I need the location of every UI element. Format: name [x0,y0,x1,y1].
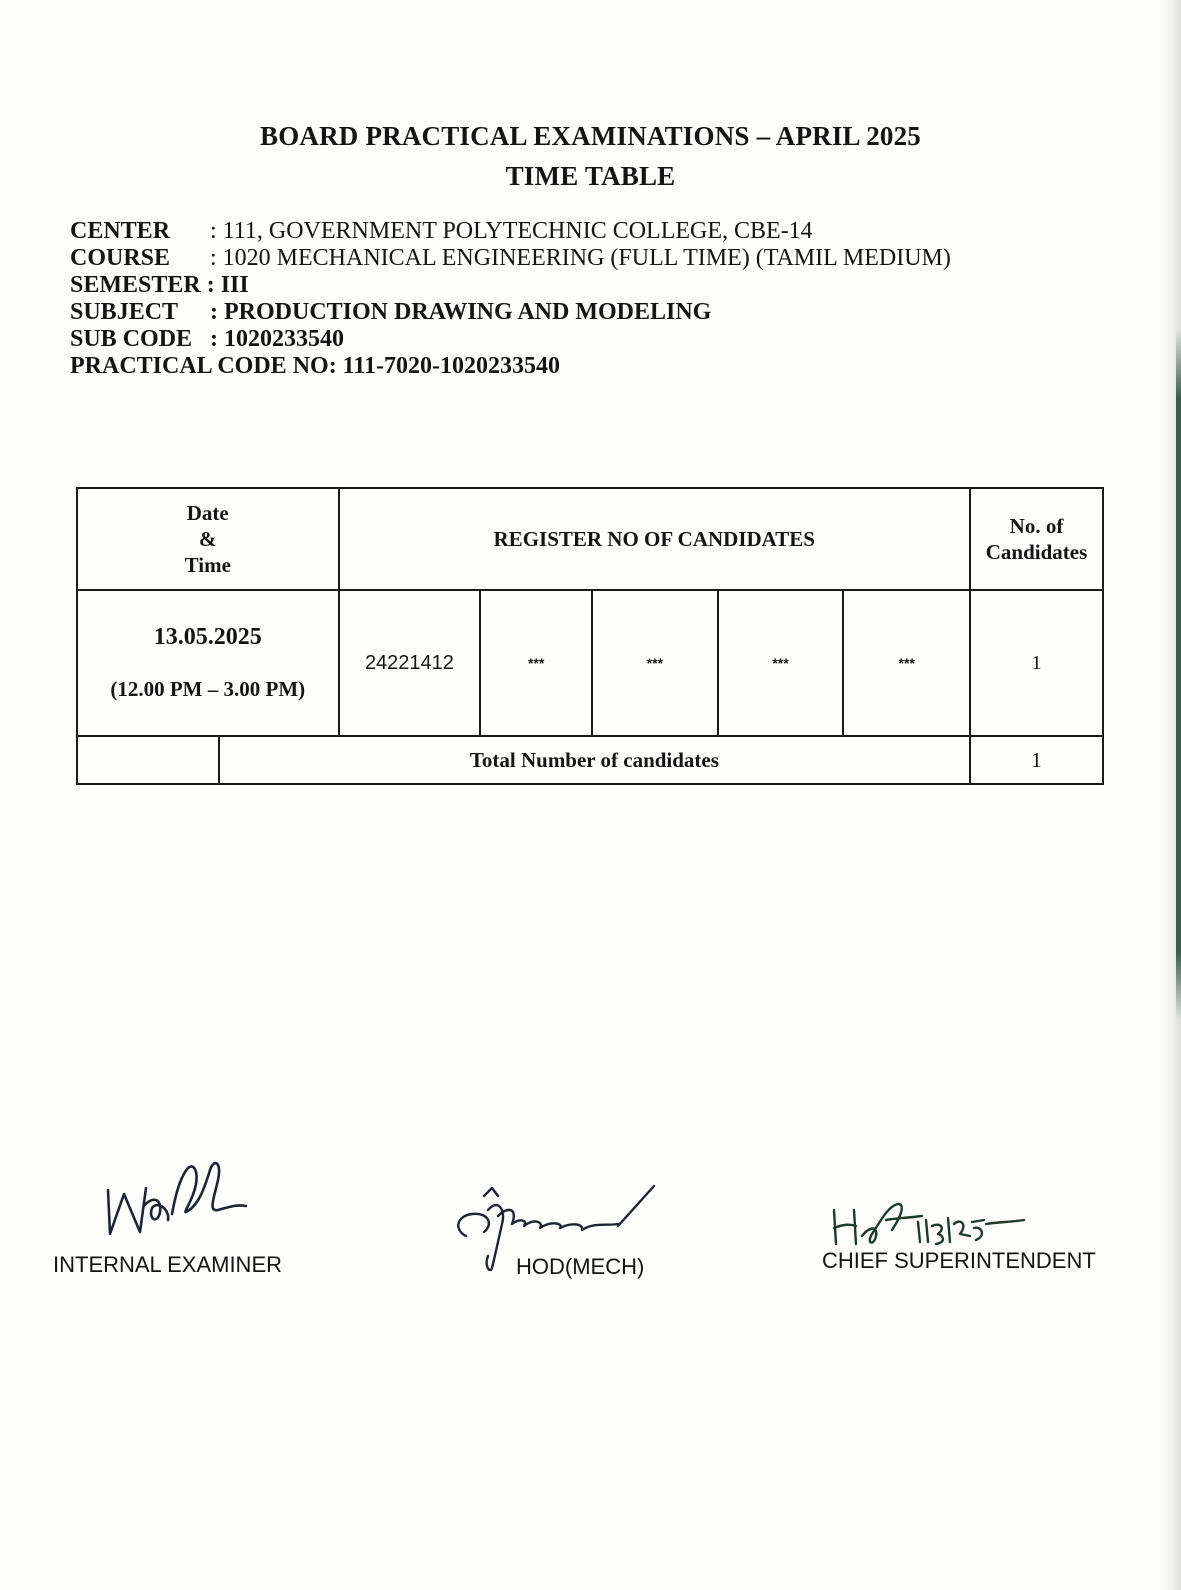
exam-info-block [70,218,951,380]
header-time: Time [184,553,231,577]
document-title: BOARD PRACTICAL EXAMINATIONS – APRIL 2025 [259,121,922,151]
total-row [77,736,1103,784]
page-edge-binding [1176,330,1181,1020]
subject-row [70,299,951,326]
total-value: 1 [970,736,1103,784]
header-register-no: REGISTER NO OF CANDIDATES [339,488,971,590]
course-row [70,245,951,272]
total-label: Total Number of candidates [219,736,970,784]
table-row [77,590,1103,736]
internal-examiner-signature [100,1150,250,1240]
table-header-row [77,488,1103,590]
center-value: : 111, GOVERNMENT POLYTECHNIC COLLEGE, CBE-14 [210,218,813,244]
header-date-time [77,488,339,590]
subcode-value: : 1020233540 [210,326,344,352]
register-number-cell: *** [843,590,970,736]
subcode-row [70,326,951,353]
course-label: COURSE [70,245,171,271]
document-subtitle: TIME TABLE [505,161,676,191]
internal-examiner-label: INTERNAL EXAMINER [53,1252,283,1277]
total-empty-cell [77,736,219,784]
header-date: Date [186,501,229,525]
register-number-cell: *** [718,590,844,736]
register-number-cell: *** [592,590,718,736]
subject-label: SUBJECT [70,299,179,325]
header-no-of-candidates [970,488,1103,590]
practical-code-row [70,353,951,380]
center-label: CENTER [70,218,171,244]
subject-value: : PRODUCTION DRAWING AND MODELING [210,299,712,325]
exam-date-time-cell [77,590,339,736]
register-number-cell: *** [480,590,592,736]
exam-date: 13.05.2025 [153,624,262,650]
semester-label: SEMESTER [70,272,201,298]
hod-label: HOD(MECH) [516,1254,645,1279]
header-no-of: No. of [1009,514,1064,538]
semester-value: : III [206,272,249,298]
register-number-cell: 24221412 [339,590,481,736]
header-candidates: Candidates [985,540,1088,564]
course-value: : 1020 MECHANICAL ENGINEERING (FULL TIME) (TAMIL MEDIUM) [210,245,951,271]
candidate-count-cell: 1 [970,590,1103,736]
center-row [70,218,951,245]
subcode-label: SUB CODE [70,326,193,352]
chief-superintendent-signature [826,1196,1026,1256]
header-ampersand: & [199,527,217,551]
exam-time: (12.00 PM – 3.00 PM) [110,677,306,701]
timetable [76,487,1104,785]
semester-row [70,272,951,299]
practical-code: PRACTICAL CODE NO: 111-7020-1020233540 [70,353,561,379]
chief-superintendent-label: CHIEF SUPERINTENDENT [822,1248,1096,1273]
